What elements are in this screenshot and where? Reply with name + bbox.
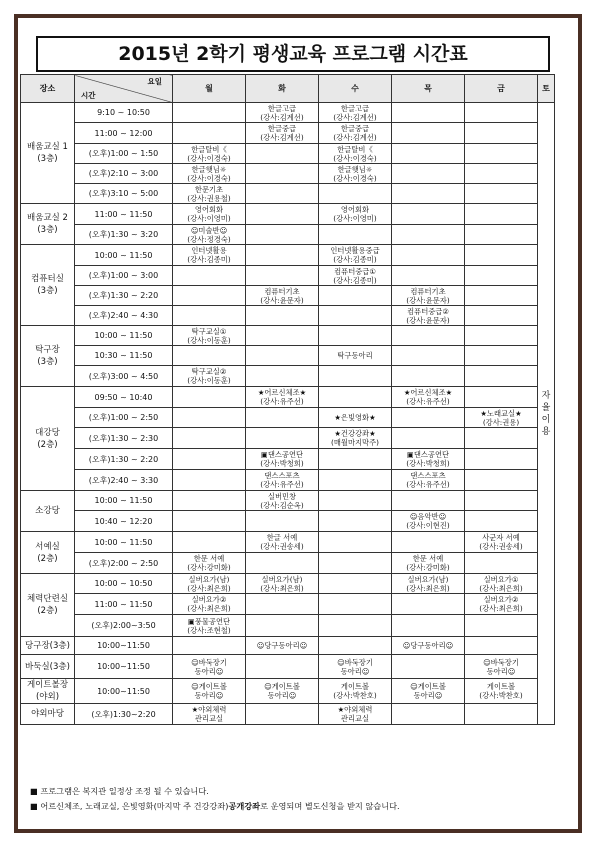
program-cell: 한글중급 (강사:김계선) [246,123,319,144]
program-cell [319,637,392,655]
program-cell [465,366,538,387]
program-cell [465,306,538,326]
table-row [21,491,555,511]
note-2-text: ■ 어르신체조, 노래교실, 은빛영화(마지막 주 건강강좌) [30,801,229,811]
time-cell: (오후)1:30 ~ 3:20 [75,225,173,245]
table-row [21,532,555,553]
time-cell: (오후)1:30~2:20 [75,704,173,725]
schedule-table [20,74,555,725]
header-thu: 목 [392,75,465,103]
program-cell [392,428,465,449]
program-cell: ☺미술반☺ (강사:정경숙) [173,225,246,245]
time-cell: (오후)2:10 ~ 3:00 [75,164,173,184]
program-cell: 컴퓨터중급② (강사:윤문자) [392,306,465,326]
table-row [21,449,555,470]
time-cell: (오후)3:10 ~ 5:00 [75,184,173,204]
program-cell [392,408,465,428]
table-row [21,655,555,679]
program-cell: 한글탈비《 (강사:이경숙) [173,144,246,164]
program-cell: 한글탈비《 (강사:이경숙) [319,144,392,164]
time-cell: 10:40 ~ 12:20 [75,511,173,532]
time-cell: (오후)1:30 ~ 2:20 [75,449,173,470]
header-time-label: 시간 [81,91,96,100]
program-cell [173,387,246,408]
program-cell: 게이트볼 (강사:박찬호) [465,679,538,704]
program-cell [319,184,392,204]
program-cell [319,491,392,511]
program-cell [173,346,246,366]
notes [30,784,560,814]
program-cell [465,346,538,366]
program-cell [319,511,392,532]
table-row [21,704,555,725]
time-cell: 10:30 ~ 11:50 [75,346,173,366]
program-cell [246,164,319,184]
table-row [21,553,555,574]
program-cell [319,532,392,553]
table-row [21,679,555,704]
program-cell [173,103,246,123]
place-cell: 게이트볼장 (야외) [21,679,75,704]
place-cell: 바둑실(3층) [21,655,75,679]
program-cell [392,266,465,286]
program-cell: ★노래교실★ (강사:권용) [465,408,538,428]
program-cell [173,306,246,326]
program-cell: ☺게이트볼 동아리☺ [246,679,319,704]
program-cell [392,615,465,637]
table-row [21,326,555,346]
program-cell [173,637,246,655]
time-cell: 11:00 ~ 12:00 [75,123,173,144]
program-cell: ★은빛영화★ [319,408,392,428]
program-cell: 실버요가② (강사:최은희) [173,594,246,615]
program-cell [246,594,319,615]
time-cell: (오후)1:30 ~ 2:30 [75,428,173,449]
program-cell: 실버요가(남) (강사:최은희) [173,574,246,594]
note-2-bold: 공개강좌 [228,801,261,811]
program-cell [173,408,246,428]
program-cell [319,615,392,637]
table-row [21,366,555,387]
time-cell: 10:00 ~ 10:50 [75,574,173,594]
program-cell: 한글고급 (강사:김계선) [246,103,319,123]
program-cell: 탁구교실② (강사:이동훈) [173,366,246,387]
program-cell [246,266,319,286]
program-cell [465,615,538,637]
program-cell [465,266,538,286]
program-cell: 컴퓨터중급① (강사:김종미) [319,266,392,286]
program-cell: 한글 서예 (강사:권송세) [246,532,319,553]
program-cell: ▣풍물공연단 (강사:조현철) [173,615,246,637]
time-cell: 10:00 ~ 11:50 [75,491,173,511]
table-row [21,428,555,449]
program-cell: ★어르신체조★ (강사:유주선) [246,387,319,408]
table-row [21,204,555,225]
program-cell [319,574,392,594]
program-cell [173,266,246,286]
program-cell: ★야외체력 관리교실 [319,704,392,725]
program-cell [173,123,246,144]
program-cell [392,491,465,511]
note-1: ■ 프로그램은 복지관 일정상 조정 될 수 있습니다. [30,786,209,796]
program-cell: 인터넷활용 (강사:김종미) [173,245,246,266]
program-cell [319,594,392,615]
program-cell [392,245,465,266]
place-cell: 체력단련실 (2층) [21,574,75,637]
table-row [21,408,555,428]
program-cell: 탁구교실① (강사:이동훈) [173,326,246,346]
program-cell [465,103,538,123]
header-day-time [75,75,173,103]
header-wed: 수 [319,75,392,103]
time-cell: 10:00 ~ 11:50 [75,245,173,266]
program-cell: 실버요가(남) (강사:최은희) [246,574,319,594]
time-cell: (오후)1:30 ~ 2:20 [75,286,173,306]
program-cell: ▣댄스공연단 (강사:박청희) [392,449,465,470]
program-cell [246,366,319,387]
program-cell [392,532,465,553]
time-cell: 10:00~11:50 [75,637,173,655]
program-cell: 한문 서예 (강사:강미화) [173,553,246,574]
program-cell [465,428,538,449]
program-cell [392,204,465,225]
table-row [21,594,555,615]
program-cell [319,225,392,245]
program-cell [392,366,465,387]
program-cell [246,553,319,574]
time-cell: 10:00~11:50 [75,655,173,679]
program-cell [392,594,465,615]
time-cell: (오후)1:00 ~ 1:50 [75,144,173,164]
place-cell: 배움교실 2 (3층) [21,204,75,245]
program-cell: 탁구동아리 [319,346,392,366]
time-cell: (오후)3:00 ~ 4:50 [75,366,173,387]
program-cell [246,511,319,532]
program-cell: 영어회화 (강사:이영미) [319,204,392,225]
time-cell: 10:00 ~ 11:50 [75,326,173,346]
program-cell: 실버요가① (강사:최은희) [465,574,538,594]
time-cell: 11:00 ~ 11:50 [75,204,173,225]
program-cell: ★어르신체조★ (강사:유주선) [392,387,465,408]
program-cell [246,615,319,637]
program-cell [319,286,392,306]
place-cell: 탁구장 (3층) [21,326,75,387]
program-cell: 한글햇님☼ (강사:이경숙) [319,164,392,184]
program-cell [319,306,392,326]
program-cell [173,449,246,470]
program-cell [465,704,538,725]
program-cell [465,245,538,266]
place-cell: 컴퓨터실 (3층) [21,245,75,326]
table-row [21,306,555,326]
time-cell: (오후)2:00 ~ 2:50 [75,553,173,574]
program-cell [246,655,319,679]
saturday-note: 자 율 이 용 [538,103,555,725]
program-cell [319,553,392,574]
program-cell: 사군자 서예 (강사:권송세) [465,532,538,553]
program-cell: 컴퓨터기초 (강사:윤문자) [246,286,319,306]
program-cell [319,449,392,470]
program-cell: 댄스스포츠 (강사:유주선) [392,470,465,491]
program-cell: 게이트볼 (강사:박찬호) [319,679,392,704]
place-cell: 서예실 (2층) [21,532,75,574]
program-cell: ☺바둑장기 동아리☺ [173,655,246,679]
table-row [21,286,555,306]
program-cell [392,144,465,164]
program-cell: 컴퓨터기초 (강사:윤문자) [392,286,465,306]
program-cell [392,164,465,184]
table-row [21,266,555,286]
table-row [21,164,555,184]
place-cell: 야외마당 [21,704,75,725]
time-cell: (오후)2:40 ~ 3:30 [75,470,173,491]
header-place: 장소 [21,75,75,103]
time-cell: (오후)2:40 ~ 4:30 [75,306,173,326]
program-cell [173,428,246,449]
program-cell: ☺바둑장기 동아리☺ [465,655,538,679]
program-cell [246,225,319,245]
time-cell: 10:00~11:50 [75,679,173,704]
program-cell [246,408,319,428]
table-row [21,225,555,245]
program-cell: 실버민창 (강사:김순옥) [246,491,319,511]
header-row [21,75,555,103]
place-cell: 대강당 (2층) [21,387,75,491]
time-cell: (오후)1:00 ~ 2:50 [75,408,173,428]
program-cell [319,366,392,387]
header-tue: 화 [246,75,319,103]
program-cell [392,225,465,245]
program-cell [465,123,538,144]
program-cell: 실버요가② (강사:최은희) [465,594,538,615]
program-cell [173,532,246,553]
program-cell: 실버요가(남) (강사:최은희) [392,574,465,594]
table-row [21,184,555,204]
program-cell [173,511,246,532]
program-cell [173,491,246,511]
note-2 [30,799,560,814]
table-row [21,615,555,637]
header-sat: 토 [538,75,555,103]
header-day-label: 요일 [147,77,162,86]
program-cell [319,470,392,491]
page-title: 2015년 2학기 평생교육 프로그램 시간표 [36,36,550,72]
program-cell [392,326,465,346]
program-cell: ★야외체력 관리교실 [173,704,246,725]
program-cell: 한글고급 (강사:김계선) [319,103,392,123]
table-row [21,470,555,491]
program-cell [392,184,465,204]
place-cell: 소강당 [21,491,75,532]
program-cell: ☺음악반☺ (강사:이현진) [392,511,465,532]
table-row [21,346,555,366]
header-fri: 금 [465,75,538,103]
program-cell [246,346,319,366]
note-2-end: 로 운영되며 별도신청을 받지 않습니다. [260,801,400,811]
program-cell [319,387,392,408]
program-cell: ★건강강좌★ (매월마지막주) [319,428,392,449]
time-cell: (오후)2:00~3:50 [75,615,173,637]
table-row [21,574,555,594]
program-cell [392,346,465,366]
program-cell [246,326,319,346]
program-cell [465,184,538,204]
program-cell [246,428,319,449]
program-cell [246,306,319,326]
program-cell [392,704,465,725]
header-mon: 월 [173,75,246,103]
program-cell [465,204,538,225]
program-cell [246,184,319,204]
program-cell: 댄스스포츠 (강사:유주선) [246,470,319,491]
program-cell [465,511,538,532]
time-cell: 9:10 ~ 10:50 [75,103,173,123]
program-cell: ☺게이트볼 동아리☺ [392,679,465,704]
program-cell: ☺바둑장기 동아리☺ [319,655,392,679]
program-cell [246,704,319,725]
program-cell: 한글중급 (강사:김계선) [319,123,392,144]
program-cell: ▣댄스공연단 (강사:박청희) [246,449,319,470]
program-cell: 인터넷활용중급 (강사:김종미) [319,245,392,266]
program-cell: ☺당구동아리☺ [392,637,465,655]
program-cell [246,204,319,225]
program-cell [465,637,538,655]
program-cell: 영어회화 (강사:이영미) [173,204,246,225]
table-row [21,123,555,144]
program-cell [246,144,319,164]
program-cell [465,286,538,306]
program-cell: 한문기초 (강사:권용철) [173,184,246,204]
program-cell [392,103,465,123]
time-cell: 10:00 ~ 11:50 [75,532,173,553]
table-row [21,511,555,532]
program-cell [392,123,465,144]
time-cell: (오후)1:00 ~ 3:00 [75,266,173,286]
program-cell: ☺당구동아리☺ [246,637,319,655]
table-row [21,245,555,266]
program-cell: 한글햇님☼ (강사:이경숙) [173,164,246,184]
program-cell [465,164,538,184]
program-cell: 한문 서예 (강사:강미화) [392,553,465,574]
program-cell [319,326,392,346]
program-cell [465,449,538,470]
time-cell: 09:50 ~ 10:40 [75,387,173,408]
table-row [21,387,555,408]
program-cell [246,245,319,266]
program-cell [465,491,538,511]
program-cell [465,470,538,491]
place-cell: 당구장(3층) [21,637,75,655]
place-cell: 배움교실 1 (3층) [21,103,75,204]
time-cell: 11:00 ~ 11:50 [75,594,173,615]
program-cell [465,225,538,245]
table-row [21,103,555,123]
program-cell: ☺게이트볼 동아리☺ [173,679,246,704]
program-cell [173,286,246,306]
program-cell [465,144,538,164]
table-row [21,637,555,655]
schedule-body [21,103,555,725]
program-cell [465,553,538,574]
program-cell [465,326,538,346]
program-cell [173,470,246,491]
table-row [21,144,555,164]
program-cell [465,387,538,408]
program-cell [392,655,465,679]
